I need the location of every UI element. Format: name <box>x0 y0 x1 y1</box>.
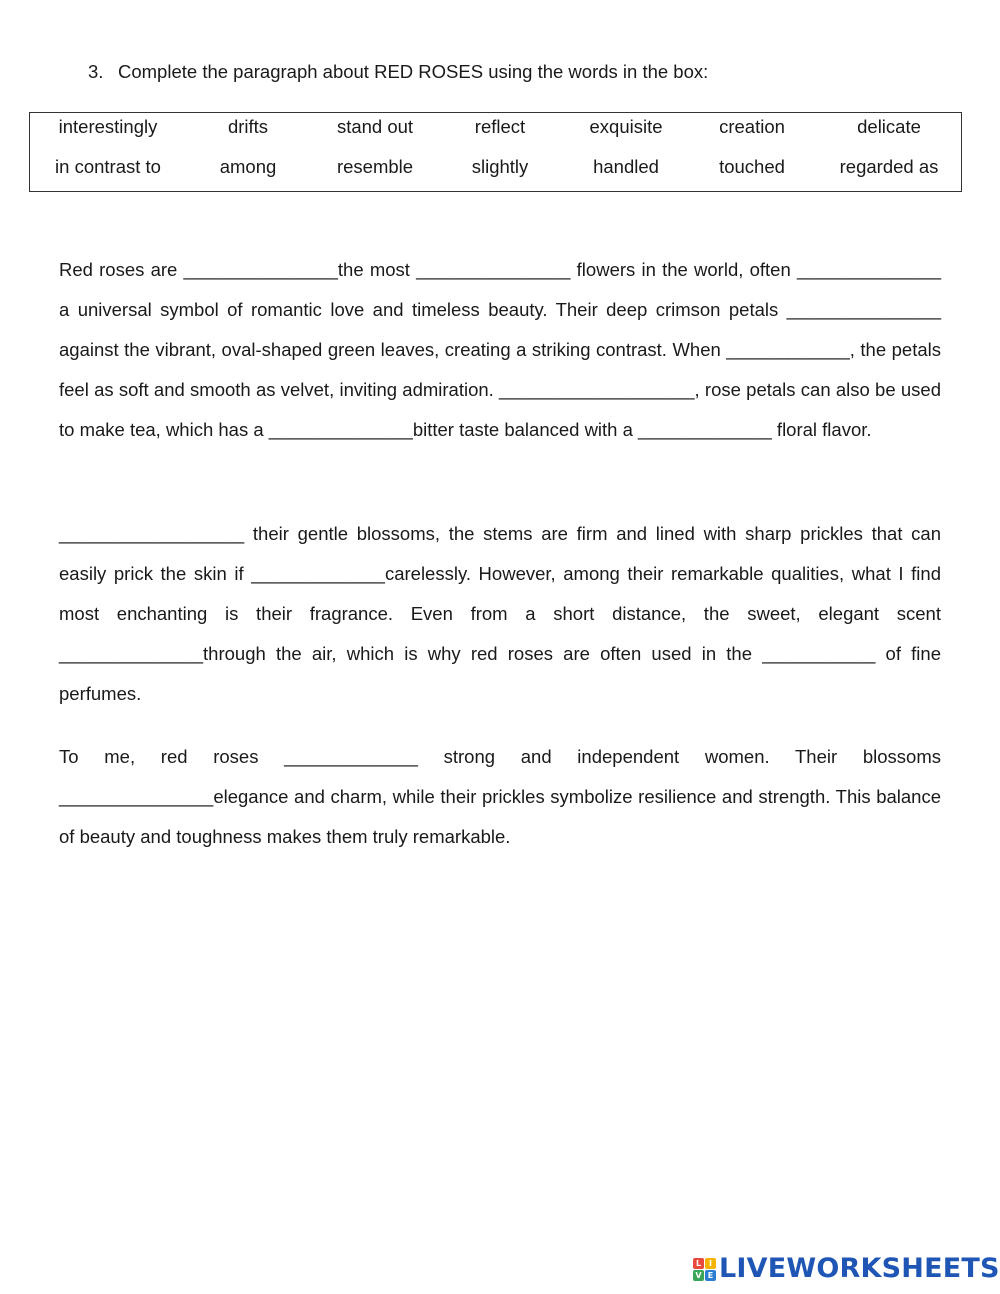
logo-tile: V <box>693 1270 704 1281</box>
word-bank-item: in contrast to <box>55 156 161 177</box>
liveworksheets-logo-icon <box>693 1258 716 1281</box>
word-bank-item: creation <box>719 116 785 137</box>
exercise-instruction <box>88 60 708 84</box>
word-bank-item: resemble <box>336 156 414 177</box>
word-bank-item: exquisite <box>589 116 663 137</box>
word-bank-item: handled <box>593 156 659 177</box>
paragraph-2: __________________ their gentle blossoms, the stems are firm and lined with sharp prickles that can easily prick the skin if _____________carelessly. However, among their remarkable qualities, what I find most enchanting is their fragrance. Even from a short distance, the sweet, elegant scent ______________through the air, which is why red roses are often used in the ___________ of fine perfumes. <box>59 523 941 704</box>
word-bank-row-2 <box>30 153 961 183</box>
exercise-number: 3. <box>88 61 104 82</box>
word-bank-row-1 <box>30 113 961 143</box>
paragraph-3: To me, red roses _____________ strong and independent women. Their blossoms _______________elegance and charm, while their prickles symbolize resilience and strength. This balance of beauty and toughness makes them truly remarkable. <box>59 746 941 847</box>
word-bank-item: regarded as <box>839 156 939 177</box>
word-bank-item: stand out <box>336 116 414 137</box>
word-bank-item: slightly <box>471 156 529 177</box>
word-bank-item: touched <box>719 156 785 177</box>
word-bank-item: among <box>219 156 277 177</box>
word-bank-item: interestingly <box>58 116 158 137</box>
word-bank-item: reflect <box>474 116 526 137</box>
word-bank-item: delicate <box>857 116 921 137</box>
logo-tile: I <box>705 1258 716 1269</box>
logo-tile: L <box>693 1258 704 1269</box>
instruction-text: Complete the paragraph about RED ROSES using the words in the box: <box>118 61 709 82</box>
paragraph-1: Red roses are _______________the most _______________ flowers in the world, often ______________ a universal symbol of romantic love and timeless beauty. Their deep crimson petals _______________ against the vibrant, oval-shaped green leaves, creating a striking contrast. When ____________, the petals feel as soft and smooth as velvet, inviting admiration. ___________________, rose petals can also be used to make tea, which has a ______________bitter taste balanced with a _____________ floral flavor. <box>59 259 941 440</box>
logo-tile: E <box>705 1270 716 1281</box>
liveworksheets-logo <box>693 1252 1000 1286</box>
liveworksheets-logo-text: LIVEWORKSHEETS <box>719 1253 1000 1284</box>
word-bank-item: drifts <box>227 116 269 137</box>
word-bank-box <box>29 112 962 192</box>
